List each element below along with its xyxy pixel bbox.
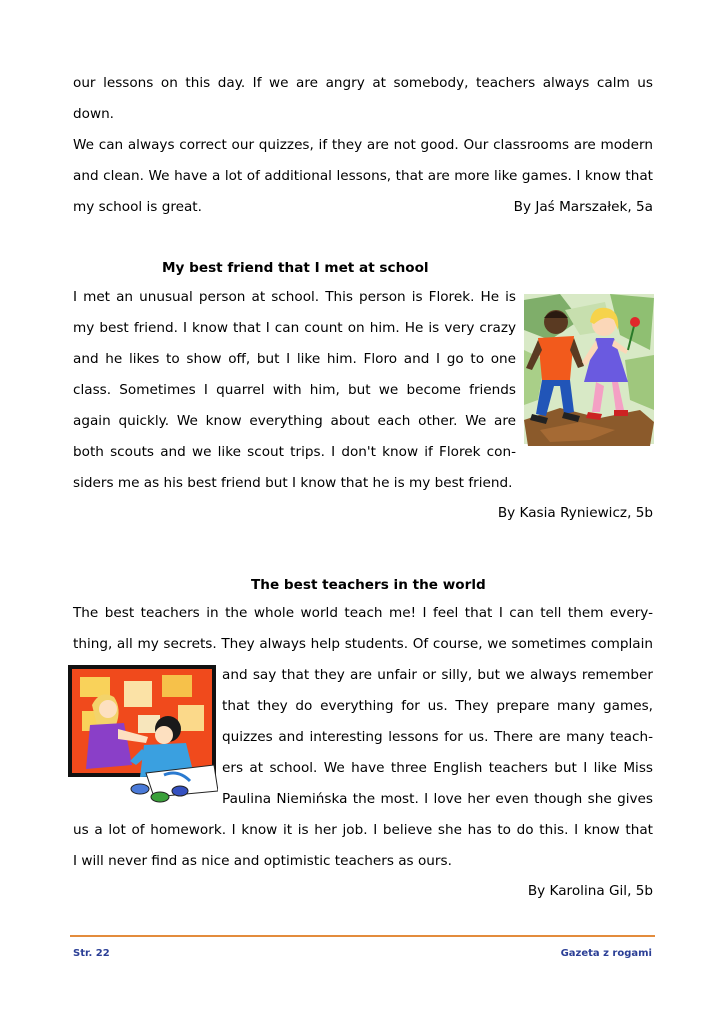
article3-line: The best teachers in the whole world teach me! I feel that I can tell them every- — [73, 605, 653, 621]
teacher-student-illustration — [68, 665, 218, 807]
article3-line: and say that they are unfair or silly, but we always remember — [222, 667, 653, 683]
article1-line: We can always correct our quizzes, if they are not good. Our classrooms are modern — [73, 137, 653, 153]
article1-line: our lessons on this day. If we are angry at somebody, teachers always calm us down. — [73, 75, 653, 122]
article2-line: my best friend. I know that I can count on him. He is very crazy — [73, 320, 516, 336]
article3-byline: By Karolina Gil, 5b — [527, 883, 653, 899]
article3-end — [73, 815, 653, 877]
article3-line: quizzes and interesting lessons for us. There are many teach- — [222, 729, 653, 745]
article2-line: class. Sometimes I quarrel with him, but we become friends — [73, 382, 516, 398]
article3-line: us a lot of homework. I know it is her job. I believe she has to do this. I know that — [73, 822, 653, 838]
footer-publication-name: Gazeta z rogami — [560, 948, 652, 959]
article2-title: My best friend that I met at school — [162, 260, 429, 276]
article2-line: both scouts and we like scout trips. I don't know if Florek con- — [73, 444, 516, 460]
article3-line: thing, all my secrets. They always help students. Of course, we sometimes complain — [73, 636, 653, 652]
article3-line: that they do everything for us. They prepare many games, — [222, 698, 653, 714]
article2-line: I met an unusual person at school. This person is Florek. He is — [73, 289, 516, 305]
children-friends-illustration — [520, 290, 656, 450]
article3-line: ers at school. We have three English teachers but I like Miss — [222, 760, 653, 776]
article2-line: siders me as his best friend but I know that he is my best friend. — [73, 475, 513, 491]
footer-divider — [70, 935, 655, 937]
article1-line: and clean. We have a lot of additional lessons, that are more like games. I know that — [73, 168, 653, 184]
article3-line: Paulina Niemińska the most. I love her even though she gives — [222, 791, 653, 807]
article2-byline: By Kasia Ryniewicz, 5b — [497, 505, 653, 521]
article1-byline: By Jaś Marszałek, 5a — [513, 199, 653, 215]
footer-page-number: Str. 22 — [73, 948, 110, 959]
article3-intro — [73, 598, 653, 660]
article3-wrap — [222, 660, 653, 815]
article1-line: my school is great. — [73, 199, 202, 215]
article3-line: I will never find as nice and optimistic teachers as ours. — [73, 853, 452, 869]
article2-line: and he likes to show off, but I like him. Floro and I go to one — [73, 351, 516, 367]
article2-line: again quickly. We know everything about each other. We are — [73, 413, 516, 429]
article3-title: The best teachers in the world — [251, 577, 486, 593]
article2-body — [73, 282, 516, 499]
